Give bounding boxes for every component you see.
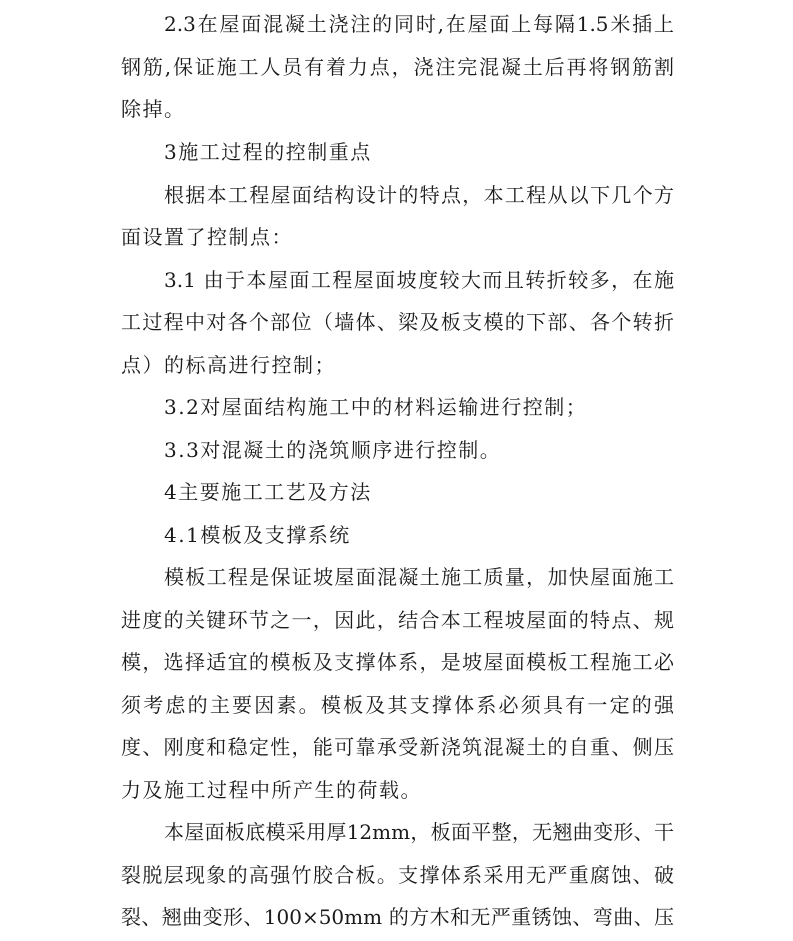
- paragraph-line: 进度的关键环节之一，因此，结合本工程坡屋面的特点、规: [121, 608, 674, 632]
- paragraph-line: 裂、翘曲变形、100×50mm 的方木和无严重锈蚀、弯曲、压: [121, 905, 674, 929]
- paragraph-line: 除掉。: [121, 97, 186, 121]
- paragraph-line: 模板工程是保证坡屋面混凝土施工质量，加快屋面施工: [164, 565, 674, 589]
- subsection-heading: 4.1模板及支撑系统: [164, 523, 351, 547]
- paragraph-line: 3.1 由于本屋面工程屋面坡度较大而且转折较多，在施: [164, 268, 674, 292]
- paragraph-line: 模，选择适宜的模板及支撑体系，是坡屋面模板工程施工必: [121, 650, 674, 674]
- paragraph-line: 须考虑的主要因素。模板及其支撑体系必须具有一定的强: [121, 693, 674, 717]
- paragraph-line: 力及施工过程中所产生的荷载。: [121, 778, 422, 802]
- paragraph-line: 本屋面板底模采用厚12mm，板面平整，无翘曲变形、干: [164, 820, 674, 844]
- section-heading: 3施工过程的控制重点: [164, 140, 372, 164]
- paragraph-line: 裂脱层现象的高强竹胶合板。支撑体系采用无严重腐蚀、破: [121, 863, 674, 887]
- paragraph-line: 面设置了控制点：: [121, 225, 293, 249]
- section-heading: 4主要施工工艺及方法: [164, 480, 372, 504]
- paragraph-line: 度、刚度和稳定性，能可靠承受新浇筑混凝土的自重、侧压: [121, 735, 674, 759]
- paragraph-line: 根据本工程屋面结构设计的特点，本工程从以下几个方: [164, 183, 674, 207]
- paragraph-line: 钢筋,保证施工人员有着力点，浇注完混凝土后再将钢筋割: [121, 55, 674, 79]
- paragraph-line: 点）的标高进行控制；: [121, 353, 336, 377]
- paragraph-line: 3.3对混凝土的浇筑顺序进行控制。: [164, 438, 502, 462]
- paragraph-line: 工过程中对各个部位（墙体、梁及板支模的下部、各个转折: [121, 310, 674, 334]
- paragraph-line: 2.3在屋面混凝土浇注的同时,在屋面上每隔1.5米插上: [164, 12, 674, 36]
- paragraph-line: 3.2对屋面结构施工中的材料运输进行控制；: [164, 395, 588, 419]
